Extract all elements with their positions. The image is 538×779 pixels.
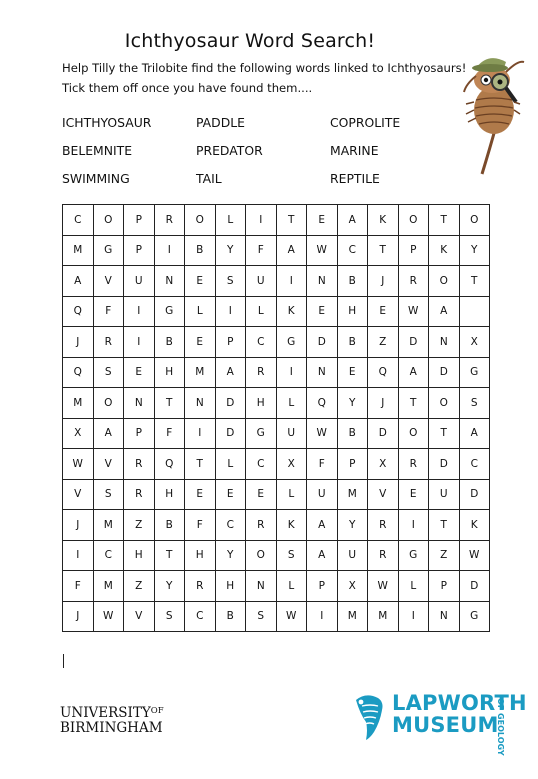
university-of: OF bbox=[150, 706, 164, 716]
grid-cell: I bbox=[63, 540, 94, 571]
word-item: MARINE bbox=[330, 143, 379, 158]
grid-cell: P bbox=[124, 235, 155, 266]
university-line2: BIRMINGHAM bbox=[60, 720, 163, 736]
grid-cell: P bbox=[124, 418, 155, 449]
grid-cell: B bbox=[337, 266, 368, 297]
grid-cell: A bbox=[307, 540, 338, 571]
grid-cell: K bbox=[429, 235, 460, 266]
grid-cell: E bbox=[185, 327, 216, 358]
trilobite-logo-icon bbox=[352, 690, 392, 742]
grid-cell: D bbox=[429, 449, 460, 480]
grid-cell: Z bbox=[429, 540, 460, 571]
grid-cell: Y bbox=[459, 235, 490, 266]
grid-cell: F bbox=[93, 296, 124, 327]
grid-row bbox=[63, 571, 490, 602]
grid-cell: I bbox=[398, 601, 429, 632]
grid-cell: G bbox=[459, 601, 490, 632]
grid-cell: E bbox=[246, 479, 277, 510]
museum-line2: MUSEUM bbox=[392, 713, 499, 737]
grid-row bbox=[63, 205, 490, 236]
grid-row bbox=[63, 357, 490, 388]
word-search-grid bbox=[62, 204, 490, 632]
grid-cell: Q bbox=[63, 357, 94, 388]
grid-cell: W bbox=[398, 296, 429, 327]
grid-cell: R bbox=[154, 205, 185, 236]
grid-cell: Y bbox=[337, 510, 368, 541]
word-item: REPTILE bbox=[330, 171, 380, 186]
grid-cell: W bbox=[368, 571, 399, 602]
grid-cell: D bbox=[429, 357, 460, 388]
grid-cell: R bbox=[93, 327, 124, 358]
grid-cell: R bbox=[368, 510, 399, 541]
grid-row bbox=[63, 479, 490, 510]
grid-cell: M bbox=[93, 510, 124, 541]
grid-cell: H bbox=[337, 296, 368, 327]
grid-cell: E bbox=[185, 266, 216, 297]
grid-cell: N bbox=[185, 388, 216, 419]
grid-cell: E bbox=[124, 357, 155, 388]
grid-cell: Y bbox=[215, 540, 246, 571]
grid-cell: A bbox=[215, 357, 246, 388]
grid-cell: C bbox=[459, 449, 490, 480]
grid-cell: S bbox=[276, 540, 307, 571]
grid-cell: E bbox=[307, 296, 338, 327]
grid-row bbox=[63, 327, 490, 358]
grid-cell: B bbox=[185, 235, 216, 266]
grid-cell: A bbox=[93, 418, 124, 449]
grid-cell: C bbox=[246, 327, 277, 358]
grid-cell: L bbox=[215, 205, 246, 236]
grid-cell: L bbox=[276, 571, 307, 602]
grid-cell: G bbox=[154, 296, 185, 327]
grid-cell: I bbox=[276, 266, 307, 297]
grid-cell: Q bbox=[63, 296, 94, 327]
grid-cell: O bbox=[246, 540, 277, 571]
grid-row bbox=[63, 540, 490, 571]
grid-cell: N bbox=[154, 266, 185, 297]
grid-cell: T bbox=[276, 205, 307, 236]
grid-cell: D bbox=[398, 327, 429, 358]
grid-cell: P bbox=[215, 327, 246, 358]
word-item: PREDATOR bbox=[196, 143, 263, 158]
grid-cell: B bbox=[154, 510, 185, 541]
grid-cell: K bbox=[276, 296, 307, 327]
grid-cell: U bbox=[307, 479, 338, 510]
grid-cell: R bbox=[124, 479, 155, 510]
grid-cell: X bbox=[368, 449, 399, 480]
grid-cell: G bbox=[459, 357, 490, 388]
grid-cell: I bbox=[154, 235, 185, 266]
grid-cell: N bbox=[429, 601, 460, 632]
grid-cell: P bbox=[429, 571, 460, 602]
grid-cell: O bbox=[93, 388, 124, 419]
grid-cell: S bbox=[459, 388, 490, 419]
grid-cell: J bbox=[63, 601, 94, 632]
grid-cell: S bbox=[154, 601, 185, 632]
grid-cell: L bbox=[215, 449, 246, 480]
grid-cell bbox=[459, 296, 490, 327]
grid-cell: E bbox=[398, 479, 429, 510]
grid-cell: N bbox=[246, 571, 277, 602]
grid-cell: I bbox=[185, 418, 216, 449]
grid-cell: U bbox=[246, 266, 277, 297]
grid-cell: Z bbox=[124, 571, 155, 602]
grid-cell: M bbox=[368, 601, 399, 632]
grid-cell: B bbox=[337, 327, 368, 358]
trilobite-detective-icon bbox=[456, 48, 526, 178]
grid-cell: T bbox=[185, 449, 216, 480]
grid-cell: D bbox=[368, 418, 399, 449]
grid-cell: D bbox=[459, 571, 490, 602]
grid-cell: D bbox=[307, 327, 338, 358]
grid-cell: W bbox=[307, 235, 338, 266]
grid-cell: E bbox=[185, 479, 216, 510]
grid-cell: K bbox=[276, 510, 307, 541]
grid-cell: L bbox=[398, 571, 429, 602]
museum-vertical-text bbox=[488, 696, 505, 756]
grid-cell: L bbox=[185, 296, 216, 327]
grid-cell: T bbox=[429, 418, 460, 449]
grid-cell: X bbox=[459, 327, 490, 358]
instruction-line: Tick them off once you have found them.... bbox=[62, 81, 313, 95]
grid-cell: J bbox=[63, 327, 94, 358]
grid-cell: P bbox=[307, 571, 338, 602]
grid-cell: D bbox=[215, 418, 246, 449]
grid-row bbox=[63, 449, 490, 480]
grid-cell: G bbox=[246, 418, 277, 449]
grid-row bbox=[63, 388, 490, 419]
grid-cell: O bbox=[398, 418, 429, 449]
grid-cell: X bbox=[337, 571, 368, 602]
grid-row bbox=[63, 296, 490, 327]
grid-cell: M bbox=[63, 235, 94, 266]
grid-cell: C bbox=[185, 601, 216, 632]
grid-cell: V bbox=[93, 266, 124, 297]
grid-cell: J bbox=[368, 388, 399, 419]
grid-cell: I bbox=[398, 510, 429, 541]
grid-cell: E bbox=[337, 357, 368, 388]
grid-cell: M bbox=[63, 388, 94, 419]
grid-cell: K bbox=[459, 510, 490, 541]
grid-cell: N bbox=[307, 266, 338, 297]
grid-cell: O bbox=[459, 205, 490, 236]
grid-cell: I bbox=[246, 205, 277, 236]
grid-cell: J bbox=[63, 510, 94, 541]
grid-cell: H bbox=[124, 540, 155, 571]
grid-cell: A bbox=[459, 418, 490, 449]
grid-cell: O bbox=[429, 266, 460, 297]
grid-cell: N bbox=[429, 327, 460, 358]
word-item: PADDLE bbox=[196, 115, 245, 130]
grid-cell: L bbox=[276, 479, 307, 510]
grid-cell: A bbox=[429, 296, 460, 327]
university-logo bbox=[60, 704, 164, 736]
grid-cell: W bbox=[307, 418, 338, 449]
museum-line1: LAPWORTH bbox=[392, 691, 527, 715]
grid-cell: N bbox=[307, 357, 338, 388]
grid-cell: M bbox=[185, 357, 216, 388]
grid-cell: D bbox=[215, 388, 246, 419]
grid-cell: R bbox=[124, 449, 155, 480]
grid-cell: X bbox=[276, 449, 307, 480]
grid-cell: Y bbox=[337, 388, 368, 419]
grid-cell: P bbox=[398, 235, 429, 266]
grid-row bbox=[63, 266, 490, 297]
grid-cell: H bbox=[154, 357, 185, 388]
grid-cell: S bbox=[93, 479, 124, 510]
grid-cell: E bbox=[368, 296, 399, 327]
grid-cell: H bbox=[215, 571, 246, 602]
grid-cell: I bbox=[215, 296, 246, 327]
svg-text:OF GEOLOGY: OF GEOLOGY bbox=[496, 698, 505, 756]
grid-cell: K bbox=[368, 205, 399, 236]
grid-cell: A bbox=[307, 510, 338, 541]
grid-cell: U bbox=[276, 418, 307, 449]
grid-cell: A bbox=[337, 205, 368, 236]
grid-cell: T bbox=[154, 388, 185, 419]
grid-cell: H bbox=[185, 540, 216, 571]
grid-cell: A bbox=[276, 235, 307, 266]
grid-cell: W bbox=[459, 540, 490, 571]
word-item: COPROLITE bbox=[330, 115, 401, 130]
grid-cell: R bbox=[185, 571, 216, 602]
grid-cell: Z bbox=[368, 327, 399, 358]
grid-cell: B bbox=[337, 418, 368, 449]
word-item: SWIMMING bbox=[62, 171, 130, 186]
grid-cell: C bbox=[63, 205, 94, 236]
grid-cell: J bbox=[368, 266, 399, 297]
grid-cell: E bbox=[215, 479, 246, 510]
grid-cell: F bbox=[307, 449, 338, 480]
grid-cell: T bbox=[429, 205, 460, 236]
university-line1: UNIVERSITY bbox=[60, 705, 151, 721]
grid-cell: X bbox=[63, 418, 94, 449]
grid-cell: V bbox=[368, 479, 399, 510]
grid-cell: R bbox=[398, 266, 429, 297]
grid-cell: B bbox=[215, 601, 246, 632]
grid-cell: A bbox=[398, 357, 429, 388]
grid-cell: B bbox=[154, 327, 185, 358]
grid-cell: Q bbox=[154, 449, 185, 480]
grid-border-stub bbox=[63, 654, 64, 668]
grid-cell: I bbox=[124, 327, 155, 358]
grid-row bbox=[63, 418, 490, 449]
grid-cell: R bbox=[398, 449, 429, 480]
grid-cell: V bbox=[93, 449, 124, 480]
grid-cell: S bbox=[215, 266, 246, 297]
grid-cell: U bbox=[124, 266, 155, 297]
grid-row bbox=[63, 235, 490, 266]
grid-cell: V bbox=[124, 601, 155, 632]
grid-cell: M bbox=[337, 479, 368, 510]
grid-cell: T bbox=[368, 235, 399, 266]
grid-cell: G bbox=[93, 235, 124, 266]
grid-cell: I bbox=[307, 601, 338, 632]
grid-cell: W bbox=[93, 601, 124, 632]
grid-cell: Q bbox=[368, 357, 399, 388]
grid-cell: O bbox=[398, 205, 429, 236]
grid-cell: E bbox=[307, 205, 338, 236]
grid-cell: I bbox=[124, 296, 155, 327]
grid-cell: F bbox=[185, 510, 216, 541]
grid-cell: L bbox=[246, 296, 277, 327]
grid-cell: P bbox=[337, 449, 368, 480]
grid-row bbox=[63, 601, 490, 632]
grid-cell: W bbox=[63, 449, 94, 480]
grid-cell: H bbox=[154, 479, 185, 510]
grid-row bbox=[63, 510, 490, 541]
grid-cell: S bbox=[246, 601, 277, 632]
grid-cell: V bbox=[63, 479, 94, 510]
grid-cell: L bbox=[276, 388, 307, 419]
word-item: ICHTHYOSAUR bbox=[62, 115, 152, 130]
grid-cell: C bbox=[93, 540, 124, 571]
grid-cell: O bbox=[429, 388, 460, 419]
grid-cell: I bbox=[276, 357, 307, 388]
grid-cell: H bbox=[246, 388, 277, 419]
grid-cell: S bbox=[93, 357, 124, 388]
instructions bbox=[62, 58, 467, 98]
instruction-line: Help Tilly the Trilobite find the following words linked to Ichthyosaurs! bbox=[62, 61, 467, 75]
grid-cell: T bbox=[398, 388, 429, 419]
grid-cell: F bbox=[63, 571, 94, 602]
grid-cell: O bbox=[93, 205, 124, 236]
grid-cell: A bbox=[63, 266, 94, 297]
grid-cell: W bbox=[276, 601, 307, 632]
grid-cell: U bbox=[429, 479, 460, 510]
grid-cell: M bbox=[93, 571, 124, 602]
grid-cell: M bbox=[337, 601, 368, 632]
grid-cell: G bbox=[398, 540, 429, 571]
lapworth-museum-logo bbox=[352, 690, 527, 756]
grid-cell: O bbox=[185, 205, 216, 236]
grid-cell: T bbox=[429, 510, 460, 541]
grid-cell: Z bbox=[124, 510, 155, 541]
grid-cell: P bbox=[124, 205, 155, 236]
grid-cell: C bbox=[215, 510, 246, 541]
grid-cell: D bbox=[459, 479, 490, 510]
word-item: BELEMNITE bbox=[62, 143, 133, 158]
grid-cell: F bbox=[246, 235, 277, 266]
grid-cell: T bbox=[154, 540, 185, 571]
grid-cell: C bbox=[337, 235, 368, 266]
grid-cell: U bbox=[337, 540, 368, 571]
grid-cell: F bbox=[154, 418, 185, 449]
grid-cell: C bbox=[246, 449, 277, 480]
grid-cell: T bbox=[459, 266, 490, 297]
word-list bbox=[62, 114, 482, 188]
grid-cell: G bbox=[276, 327, 307, 358]
grid-cell: R bbox=[246, 510, 277, 541]
page-title: Ichthyosaur Word Search! bbox=[124, 30, 376, 52]
grid-cell: R bbox=[368, 540, 399, 571]
grid-cell: Q bbox=[307, 388, 338, 419]
grid-cell: Y bbox=[215, 235, 246, 266]
grid-cell: N bbox=[124, 388, 155, 419]
grid-cell: R bbox=[246, 357, 277, 388]
word-item: TAIL bbox=[196, 171, 222, 186]
grid-cell: Y bbox=[154, 571, 185, 602]
